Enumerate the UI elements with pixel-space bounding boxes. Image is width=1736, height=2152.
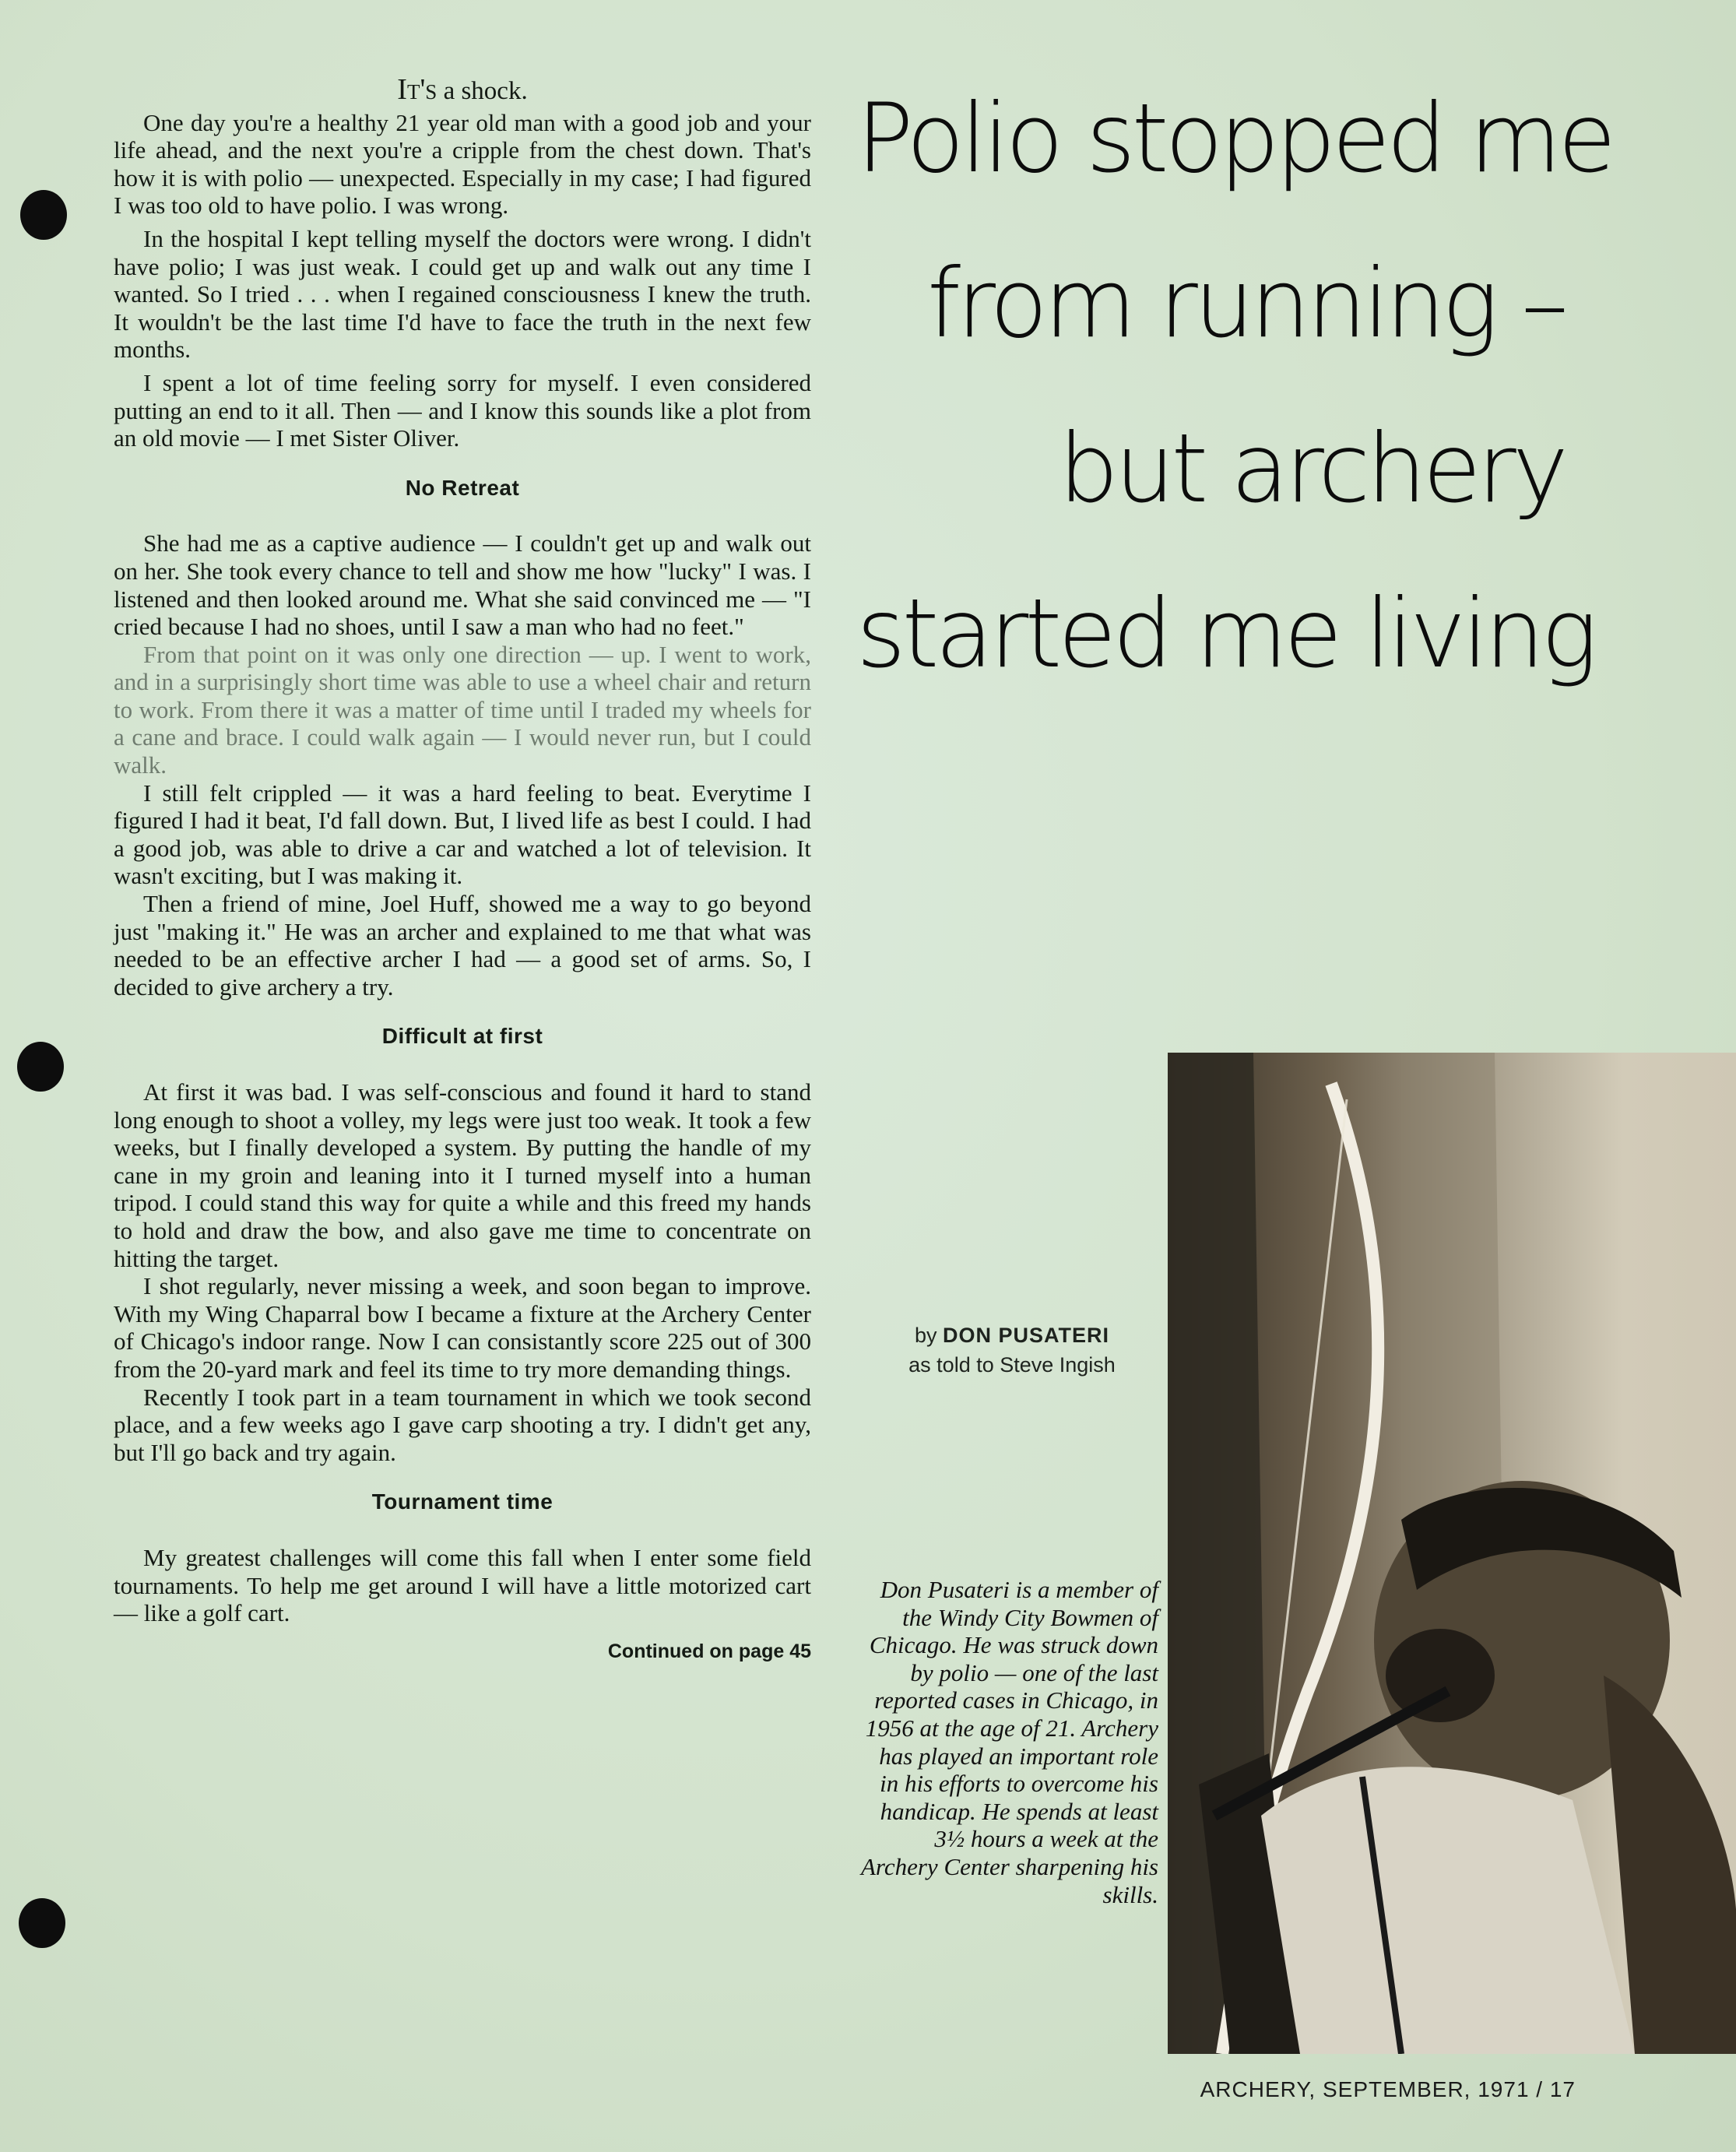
paragraph: I still felt crippled — it was a hard feeling to beat. Everytime I figured I had it beat, I'd fall down. But, I lived life as best I could. I had a good job, was able to drive a car and watched a lot of television. It wasn't exciting, but I was making it. xyxy=(114,779,811,890)
headline xyxy=(856,56,1613,716)
article-opening xyxy=(114,73,811,106)
paragraph: One day you're a healthy 21 year old man with a good job and your life ahead, and the next you're a cripple from the chest down. That's how it is with polio — unexpected. Especially in my case; I had figured I was too old to have polio. I was wrong. xyxy=(114,108,811,220)
continued-note: Continued on page 45 xyxy=(607,1640,811,1662)
punch-hole-top xyxy=(20,190,67,240)
headline-line: started me living xyxy=(856,578,1594,689)
archer-photo-illustration xyxy=(1168,1053,1736,2054)
page-footer: ARCHERY, SEPTEMBER, 1971 / 17 xyxy=(1200,2077,1576,2101)
byline xyxy=(856,1320,1168,1380)
paragraph: I shot regularly, never missing a week, and soon began to improve. With my Wing Chaparral bow I became a fixture at the Archery Center of Chicago's indoor range. Now I can consistantly score 225 out of 300 from the 20-yard mark and feel its time to try more demanding things. xyxy=(114,1272,811,1383)
paragraph: I spent a lot of time feeling sorry for myself. I even considered putting an end to it all. Then — and I know this sounds like a plot from an old movie — I met Sister Oliver. xyxy=(114,368,811,452)
article-body xyxy=(114,73,811,1665)
photo-caption: Don Pusateri is a member of the Windy City Bowmen of Chicago. He was struck down by polio — one of the last reported cases in Chicago, in 1956 at the age of 21. Archery has played an important role in his efforts to overcome his handicap. He spends at least 3½ hours a week at the Archery Center sharpening his skills. xyxy=(861,1576,1158,1908)
paragraph: Then a friend of mine, Joel Huff, showed me a way to go beyond just "making it." He was an archer and explained to me that what was needed to be an effective archer I had — a good set of arms. So, I decided to give archery a try. xyxy=(114,890,811,1000)
opening-rest: a shock. xyxy=(443,77,528,105)
punch-hole-middle xyxy=(17,1042,64,1092)
archer-photo xyxy=(1168,1053,1736,2054)
paragraph: In the hospital I kept telling myself the doctors were wrong. I didn't have polio; I was just weak. I could get up and walk out any time I wanted. So I tried . . . when I regained consciousness I knew the truth. It wouldn't be the last time I'd have to face the truth in the next few months. xyxy=(114,224,811,364)
paragraph: Recently I took part in a team tournament in which we took second place, and a few weeks ago I gave carp shooting a try. I didn't get any, but I'll go back and try again. xyxy=(114,1383,811,1466)
section-heading-difficult: Difficult at first xyxy=(381,1024,543,1049)
punch-hole-bottom xyxy=(19,1898,65,1948)
byline-by: by xyxy=(914,1324,937,1347)
paragraph: My greatest challenges will come this fall when I enter some field tournaments. To help me get around I will have a little motorized cart — like a golf cart. xyxy=(114,1543,811,1627)
byline-author: DON PUSATERI xyxy=(943,1324,1110,1347)
headline-line: Polio stopped me xyxy=(856,83,1613,194)
section-heading-no-retreat: No Retreat xyxy=(405,475,520,500)
section-heading-tournament: Tournament time xyxy=(371,1489,553,1514)
byline-as-told: as told to Steve Ingish xyxy=(908,1353,1116,1377)
headline-line: from running – xyxy=(926,248,1565,359)
headline-line: but archery xyxy=(1058,413,1565,524)
paragraph-faded: From that point on it was only one direction — up. I went to work, and in a surprisingly short time was able to use a wheel chair and return to work. From there it was a matter of time until I traded my wheels for a cane and brace. I could walk again — I would never run, but I could walk. xyxy=(114,640,811,779)
paragraph: She had me as a captive audience — I couldn't get up and walk out on her. She took every chance to tell and show me how "lucky" I was. I listened and then looked around me. What she said convinced me — "I cried because I had no shoes, until I saw a man who had no feet." xyxy=(114,529,811,641)
opening-small-caps: It's xyxy=(397,73,438,106)
paragraph: At first it was bad. I was self-conscious and found it hard to stand long enough to shoot a volley, my legs were just too weak. It took a few weeks, but I finally developed a system. By putting the handle of my cane in my groin and leaning into it I turned myself into a human tripod. I could stand this way for quite a while and this freed my hands to hold and draw the bow, and also gave me time to concentrate on hitting the target. xyxy=(114,1078,811,1272)
